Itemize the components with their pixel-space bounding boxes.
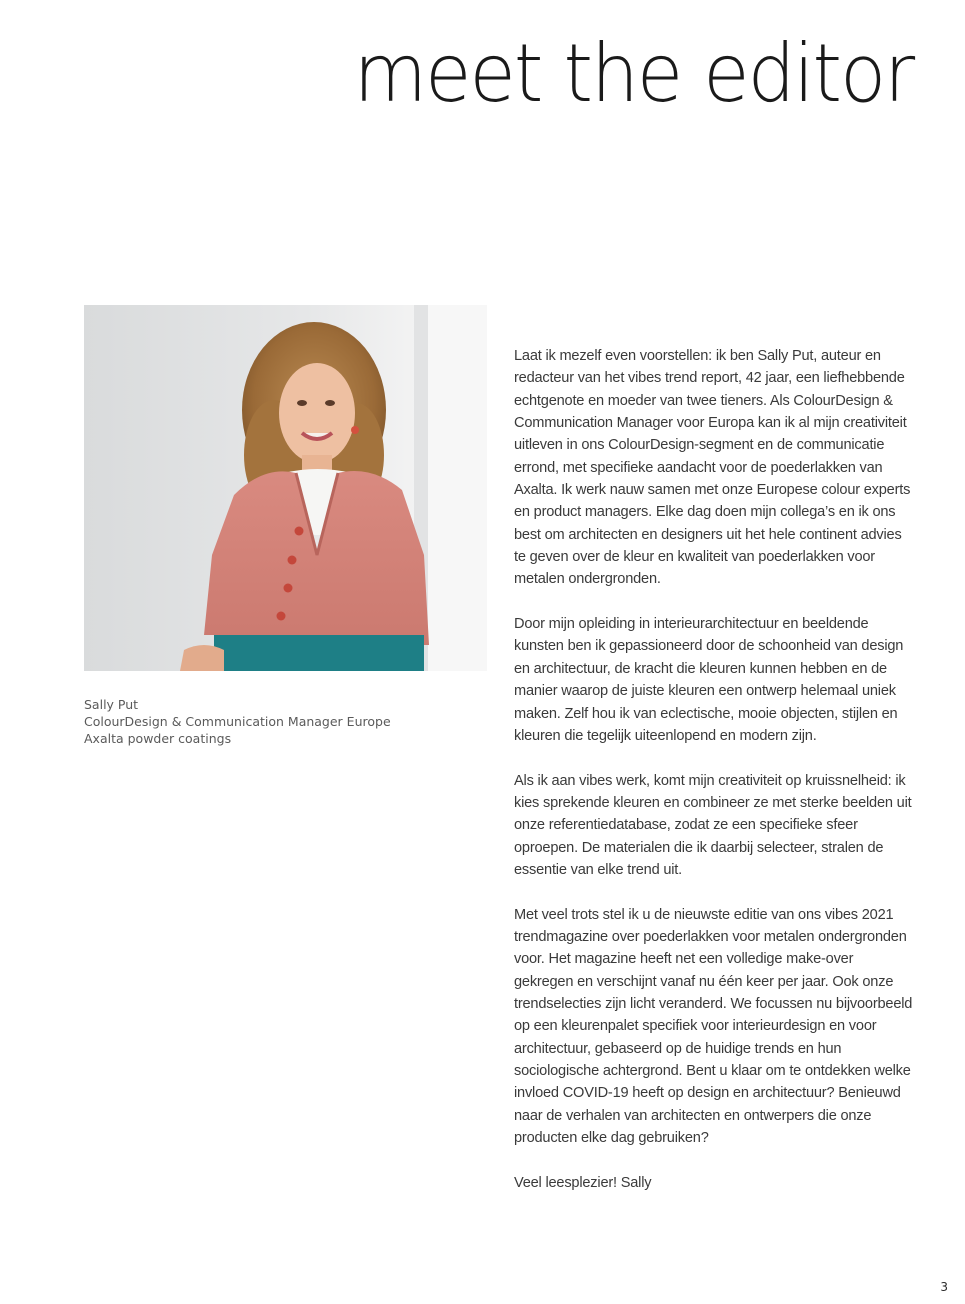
paragraph-signoff: Veel leesplezier! Sally	[514, 1174, 652, 1191]
caption-name: Sally Put	[84, 697, 139, 712]
photo-caption	[84, 696, 444, 747]
page-title: meet the editor	[353, 27, 913, 120]
paragraph-new-edition: Met veel trots stel ik u de nieuwste editie van ons vibes 2021 trendmagazine over poederlakken voor metalen ondergronden voor. Het magazine heeft net een volledige make-over gekregen en verschijnt vanaf nu één keer per jaar. Ook onze trendselecties zijn licht veranderd. We focussen nu bijvoorbeeld op een kleurenpalet specifiek voor interieurdesign en voor architectuur, gebaseerd op de huidige trends en hun sociologische achtergrond. Bent u klaar om te ontdekken welke invloed COVID-19 heeft op design en architectuur? Benieuwd naar de verhalen van architecten en ontwerpers die onze producten elke dag gebruiken?	[514, 906, 913, 1147]
caption-role: ColourDesign & Communication Manager Europe	[84, 714, 391, 729]
paragraph-education: Door mijn opleiding in interieurarchitectuur en beeldende kunsten ben ik gepassioneerd door de schoonheid van design en architectuur, de kracht die kleuren kunnen hebben en de manier waarop de juiste kleuren een ontwerp helemaal uniek maken. Zelf hou ik van eclectische, mooie objecten, stijlen en kleuren die tegelijk uiteenlopend en modern zijn.	[514, 616, 904, 744]
paragraph-creativity: Als ik aan vibes werk, komt mijn creativiteit op kruissnelheid: ik kies sprekende kleuren en combineer ze met sterke beelden uit onze referentiedatabase, zodat ze een specifieke sfeer oproepen. De materialen die ik daarbij selecteer, stralen de essentie van elke trend uit.	[514, 772, 912, 878]
caption-company: Axalta powder coatings	[84, 731, 232, 746]
article-body	[514, 345, 914, 1216]
page-number: 3	[940, 1280, 948, 1294]
editor-portrait-photo	[84, 305, 487, 671]
paragraph-introduction: Laat ik mezelf even voorstellen: ik ben Sally Put, auteur en redacteur van het vibes trend report, 42 jaar, een liefhebbende echtgenote en moeder van twee tieners. Als ColourDesign & Communication Manager voor Europa kan ik al mijn creativiteit uitleven in ons ColourDesign-segment en de communicatie errond, met specifieke aandacht voor de poederlakken van Axalta. Ik werk nauw samen met onze Europese colour experts en product managers. Elke dag doen mijn collega’s en ik ons best om architecten en designers uit het hele continent advies te geven over de kleur en kwaliteit van poederlakken voor metalen ondergronden.	[514, 348, 911, 588]
